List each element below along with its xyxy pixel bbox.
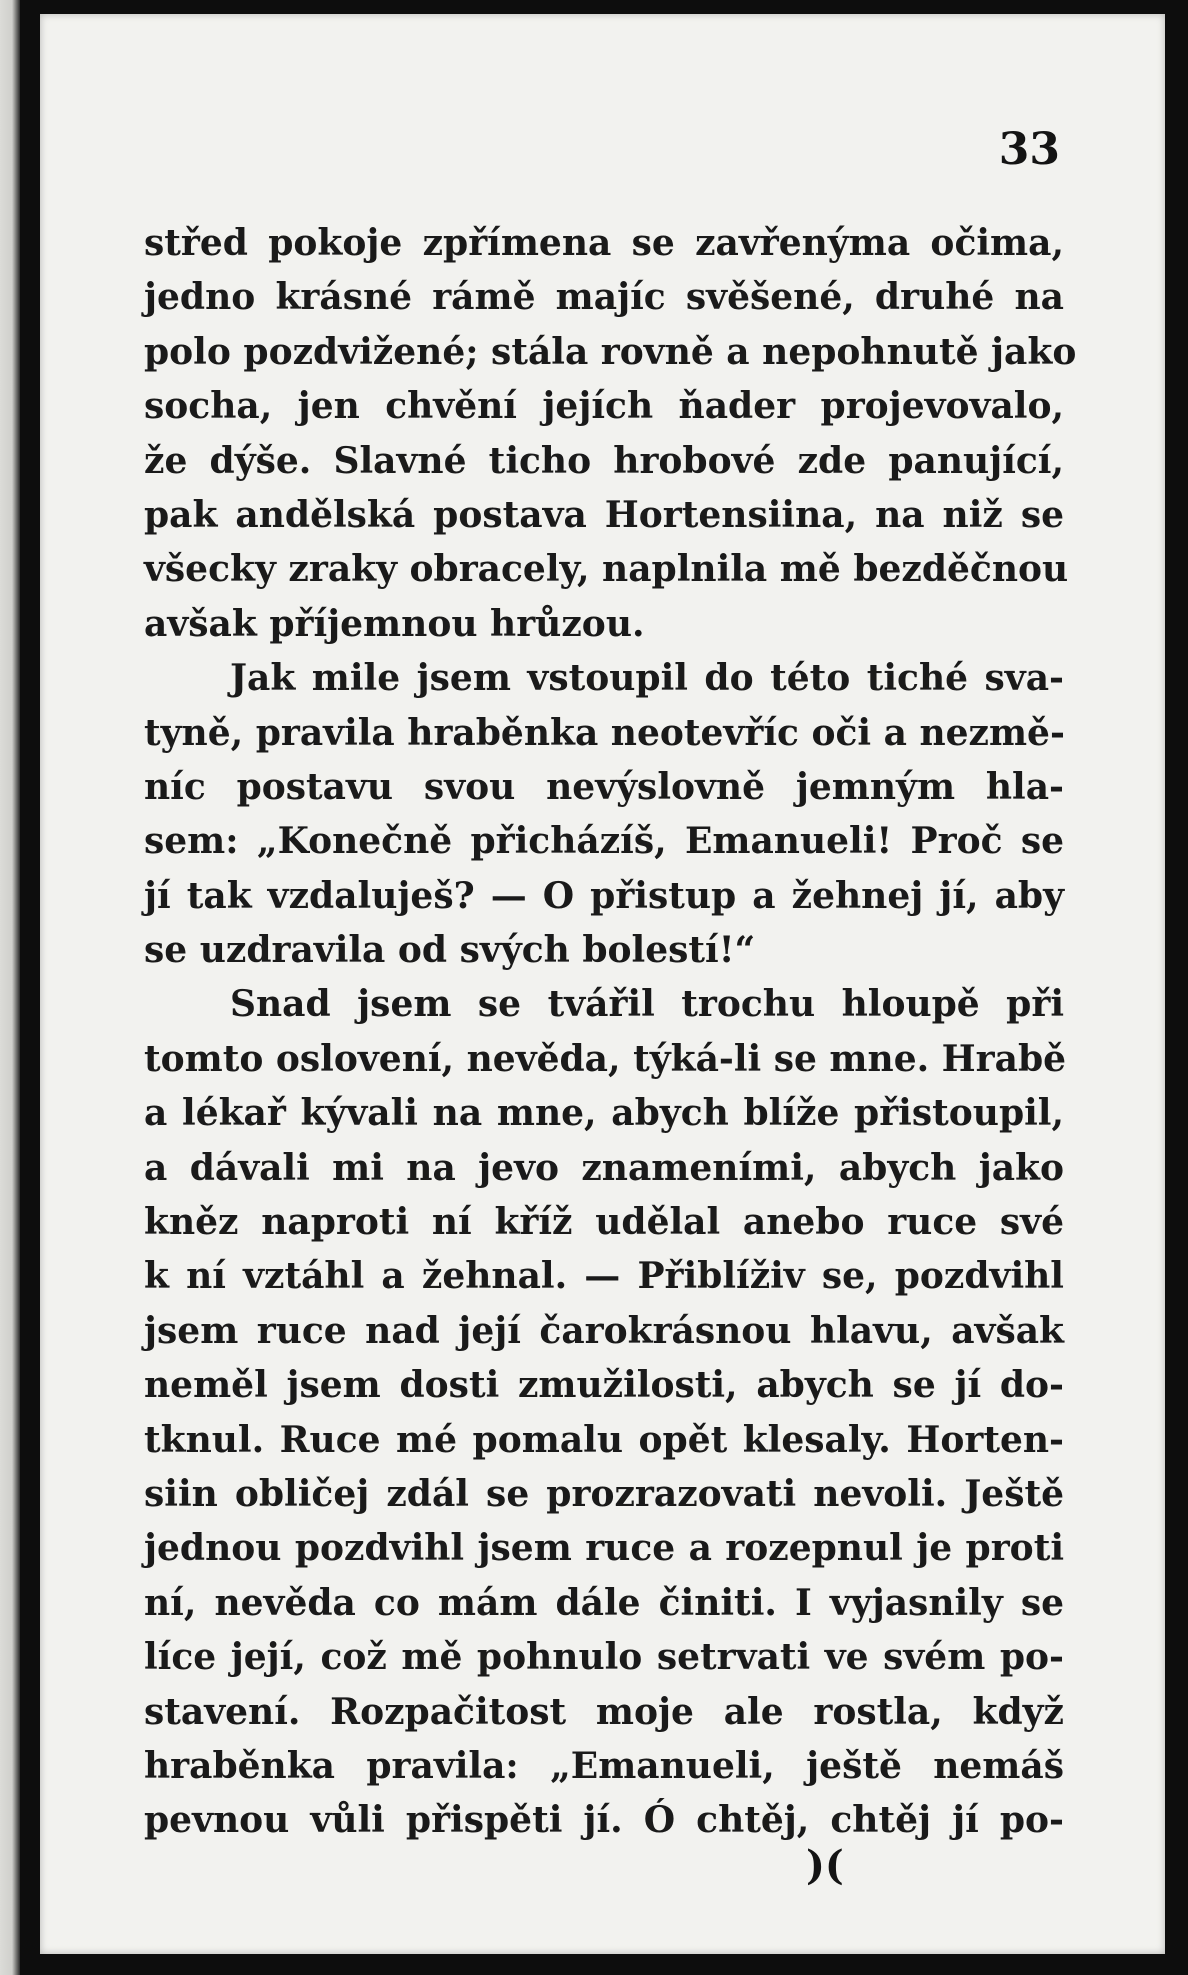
text-line: sem: „Konečně přicházíš, Emanueli! Proč se bbox=[144, 820, 1064, 863]
text-line: hraběnka pravila: „Emanueli, ještě nemáš bbox=[144, 1744, 1064, 1787]
adjacent-page-edge bbox=[0, 0, 20, 1975]
catchword-ornament: )( bbox=[806, 1842, 844, 1889]
text-line: k ní vztáhl a žehnal. — Přiblíživ se, pozdvihl bbox=[144, 1255, 1064, 1298]
text-line: Jak mile jsem vstoupil do této tiché sva- bbox=[230, 657, 1064, 700]
text-line: avšak příjemnou hrůzou. bbox=[144, 602, 645, 645]
text-line: polo pozdvižené; stála rovně a nepohnutě jako bbox=[144, 330, 1077, 373]
text-line: jsem ruce nad její čarokrásnou hlavu, avšak bbox=[144, 1309, 1064, 1352]
text-line: tyně, pravila hraběnka neotevříc oči a nezmě- bbox=[144, 711, 1065, 754]
text-line: se uzdravila od svých bolestí!“ bbox=[144, 929, 756, 972]
text-line: tknul. Ruce mé pomalu opět klesaly. Horten- bbox=[144, 1418, 1064, 1461]
page-number: 33 bbox=[998, 124, 1060, 175]
text-line: a lékař kývali na mne, abych blíže přistoupil, bbox=[144, 1092, 1064, 1135]
text-line: níc postavu svou nevýslovně jemným hla- bbox=[144, 765, 1064, 808]
text-line: kněz naproti ní kříž udělal anebo ruce své bbox=[144, 1201, 1064, 1244]
text-line: neměl jsem dosti zmužilosti, abych se jí do- bbox=[144, 1364, 1064, 1407]
text-line: že dýše. Slavné ticho hrobové zde panující, bbox=[144, 439, 1064, 482]
body-text bbox=[144, 216, 1077, 1848]
text-line: tomto oslovení, nevěda, týká-li se mne. Hrabě bbox=[144, 1037, 1067, 1080]
text-line: stavení. Rozpačitost moje ale rostla, když bbox=[144, 1690, 1064, 1733]
text-line: líce její, což mě pohnulo setrvati ve svém po- bbox=[144, 1636, 1064, 1679]
book-page bbox=[40, 14, 1165, 1954]
text-line: siin obličej zdál se prozrazovati nevoli. Ještě bbox=[144, 1472, 1064, 1515]
text-line: a dávali mi na jevo znameními, abych jako bbox=[144, 1146, 1064, 1189]
text-line: ní, nevěda co mám dále činiti. I vyjasnily se bbox=[144, 1581, 1064, 1624]
text-line: jí tak vzdaluješ? — O přistup a žehnej jí, aby bbox=[144, 874, 1064, 917]
text-line: pevnou vůli přispěti jí. Ó chtěj, chtěj jí po- bbox=[144, 1799, 1064, 1842]
text-line: pak andělská postava Hortensiina, na niž se bbox=[144, 493, 1064, 536]
text-line: socha, jen chvění jejích ňader projevovalo, bbox=[144, 385, 1064, 428]
text-line: jedno krásné rámě majíc svěšené, druhé na bbox=[144, 276, 1064, 319]
text-line: jednou pozdvihl jsem ruce a rozepnul je proti bbox=[144, 1527, 1064, 1570]
text-line: Snad jsem se tvářil trochu hloupě při bbox=[230, 983, 1064, 1026]
text-line: všecky zraky obracely, naplnila mě bezděčnou bbox=[144, 548, 1069, 591]
text-line: střed pokoje zpřímena se zavřenýma očima, bbox=[144, 222, 1064, 264]
